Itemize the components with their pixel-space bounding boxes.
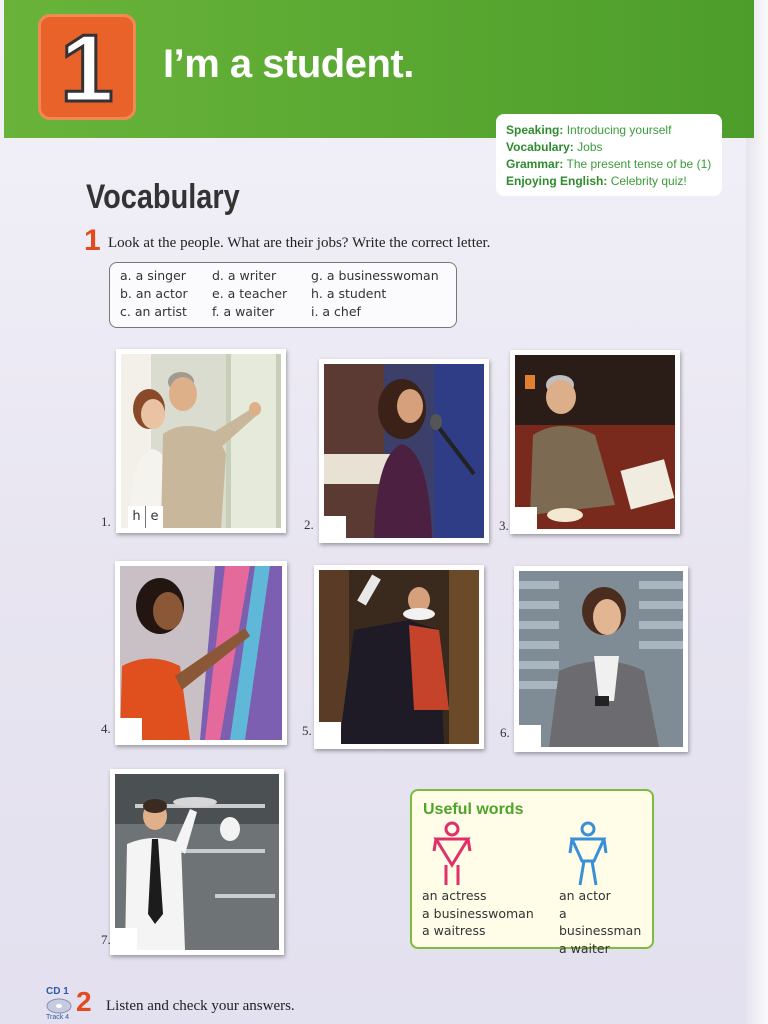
female-words-list — [422, 887, 534, 940]
option-b: b. an actor — [120, 286, 188, 301]
male-figure-icon — [568, 821, 608, 887]
answer-box-4[interactable] — [120, 718, 142, 740]
answer-box-1-letter-2[interactable]: e — [146, 506, 163, 528]
photo-4 — [115, 561, 287, 745]
cd-disc-icon — [46, 998, 72, 1014]
option-a: a. a singer — [120, 268, 186, 283]
answer-box-5[interactable] — [319, 722, 341, 744]
answer-box-3[interactable] — [515, 507, 537, 529]
section-heading: Vocabulary — [86, 178, 240, 216]
female-word: a businesswoman — [422, 905, 534, 921]
option-g: g. a businesswoman — [311, 268, 439, 283]
male-words-list — [559, 887, 652, 957]
answer-box-7[interactable] — [115, 928, 137, 950]
cd-track-icon — [44, 986, 76, 1024]
male-word: an actor — [559, 888, 611, 903]
objective-vocabulary: Vocabulary: Jobs — [506, 140, 603, 154]
photo-7-number: 7. — [101, 932, 111, 947]
photo-5-number: 5. — [302, 723, 312, 738]
cd-label: CD 1 — [46, 986, 69, 997]
answer-box-6[interactable] — [519, 725, 541, 747]
option-i: i. a chef — [311, 304, 361, 319]
option-d: d. a writer — [212, 268, 277, 283]
exercise-2-number: 2 — [76, 986, 92, 1017]
photo-1-number: 1. — [101, 514, 111, 529]
exercise-2-instruction: Listen and check your answers. — [106, 998, 295, 1014]
photo-2-number: 2. — [304, 517, 314, 532]
objective-grammar: Grammar: The present tense of be (1) — [506, 157, 712, 171]
photo-2 — [319, 359, 489, 543]
photo-5 — [314, 565, 484, 749]
female-figure-icon — [432, 821, 472, 887]
track-label: Track 4 — [46, 1014, 70, 1021]
photo-7-image — [115, 774, 279, 950]
useful-words-title: Useful words — [423, 801, 524, 818]
photo-3-image — [515, 355, 675, 529]
page-edge — [746, 0, 768, 1024]
unit-number: 1 — [60, 15, 114, 122]
option-h: h. a student — [311, 286, 387, 301]
objective-speaking: Speaking: Introducing yourself — [506, 123, 672, 137]
photo-4-number: 4. — [101, 721, 111, 736]
option-f: f. a waiter — [212, 304, 275, 319]
answer-box-2[interactable] — [324, 516, 346, 538]
male-word: a businessman — [559, 905, 642, 938]
option-e: e. a teacher — [212, 286, 288, 301]
photo-1 — [116, 349, 286, 533]
photo-2-image — [324, 364, 484, 538]
word-options-box — [109, 262, 457, 328]
photo-3 — [510, 350, 680, 534]
photo-6 — [514, 566, 688, 752]
unit-title: I’m a student. — [163, 42, 414, 86]
option-c: c. an artist — [120, 304, 187, 319]
photo-4-image — [120, 566, 282, 740]
objective-enjoying-english: Enjoying English: Celebrity quiz! — [506, 174, 687, 188]
photo-6-image — [519, 571, 683, 747]
photo-3-number: 3. — [499, 518, 509, 533]
photo-1-image — [121, 354, 281, 528]
photo-5-image — [319, 570, 479, 744]
female-word: a waitress — [422, 923, 486, 938]
photo-6-number: 6. — [500, 725, 510, 740]
female-word: an actress — [422, 888, 487, 903]
answer-box-1-letter-1[interactable]: h — [128, 506, 146, 528]
male-word: a waiter — [559, 940, 610, 956]
useful-words-box — [410, 789, 654, 956]
exercise-1-instruction: Look at the people. What are their jobs? Write the correct letter. — [108, 235, 491, 251]
unit-objectives — [496, 114, 722, 196]
exercise-1-number: 1 — [84, 224, 101, 257]
unit-number-badge — [38, 14, 136, 120]
photo-7 — [110, 769, 284, 955]
